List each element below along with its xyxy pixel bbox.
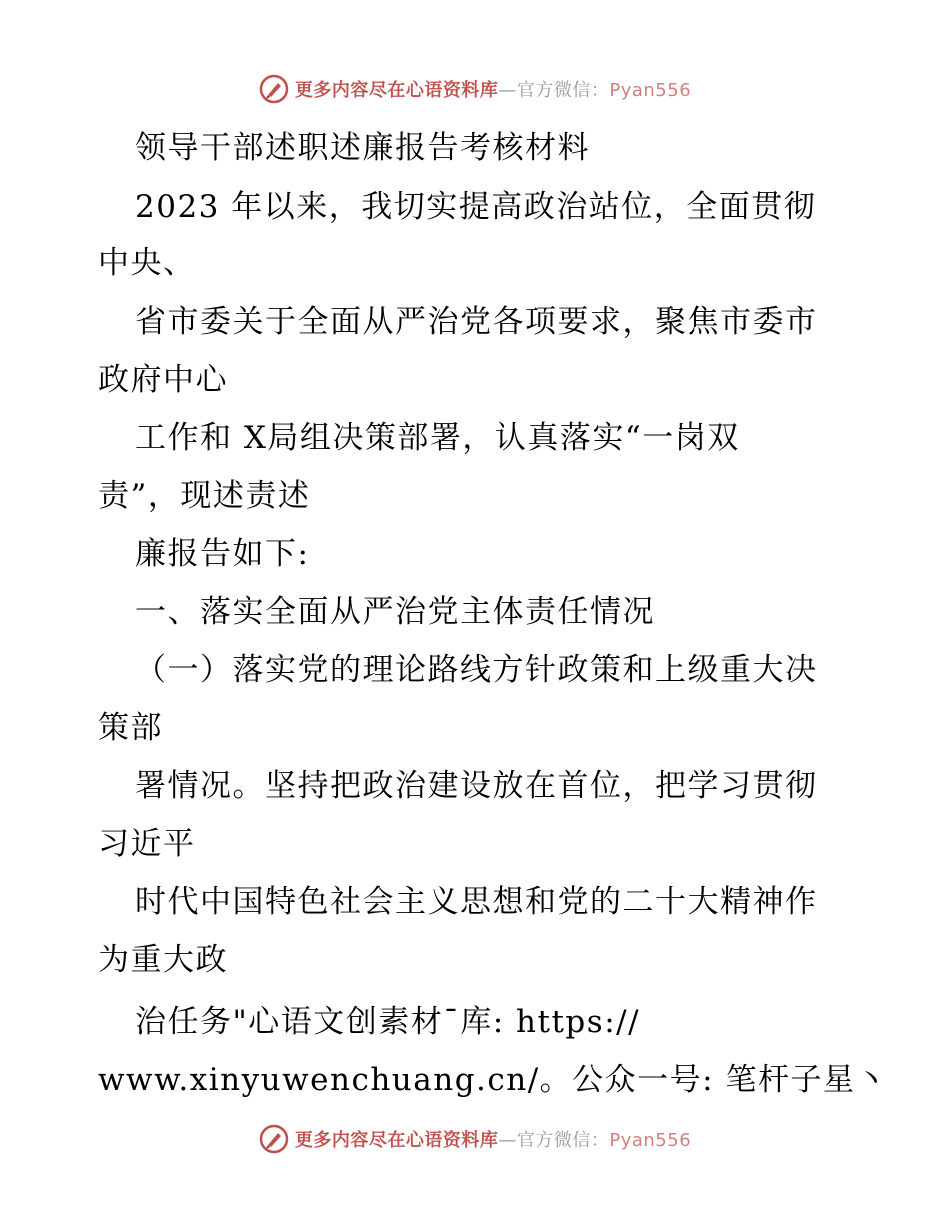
doc-line: 策部 (98, 710, 163, 746)
watermark-main-text: 更多内容尽在心语资料库 (294, 1130, 499, 1151)
doc-line: 省市委关于全面从严治党各项要求，聚焦市委市 (135, 304, 818, 340)
quill-logo-icon (259, 1124, 289, 1154)
doc-line: www.xinyuwenchuang.cn/。公众一号: 笔杆子星丶 (98, 1062, 888, 1098)
doc-line: 中央、 (98, 245, 196, 281)
doc-line: 廉报告如下: (135, 536, 310, 572)
doc-line: 为重大政 (98, 942, 228, 978)
doc-line: 2023 年以来，我切实提高政治站位，全面贯彻 (135, 189, 817, 225)
subsection-heading: （一）落实党的理论路线方针政策和上级重大决 (135, 652, 818, 688)
doc-line: 治任务"心语文创素材¯库: https:// (135, 1004, 641, 1040)
doc-line: 政府中心 (98, 362, 228, 398)
watermark-dash: — (498, 80, 517, 101)
watermark-main-text: 更多内容尽在心语资料库 (294, 80, 499, 101)
watermark-dash: — (498, 1130, 517, 1151)
watermark-wechat-id: Pyan556 (609, 1130, 692, 1151)
section-heading: 一、落实全面从严治党主体责任情况 (135, 594, 655, 630)
doc-line: 习近平 (98, 826, 196, 862)
doc-line: 工作和 X局组决策部署，认真落实“一岗双 (135, 420, 740, 456)
doc-line: 时代中国特色社会主义思想和党的二十大精神作 (135, 884, 818, 920)
watermark-wechat-id: Pyan556 (609, 80, 692, 101)
doc-line: 责”，现述责述 (98, 478, 311, 514)
footer-watermark (0, 1122, 950, 1156)
doc-title: 领导干部述职述廉报告考核材料 (135, 130, 590, 166)
doc-line: 署情况。坚持把政治建设放在首位，把学习贯彻 (135, 768, 818, 804)
watermark-label: 官方微信： (516, 80, 610, 101)
watermark-label: 官方微信： (516, 1130, 610, 1151)
